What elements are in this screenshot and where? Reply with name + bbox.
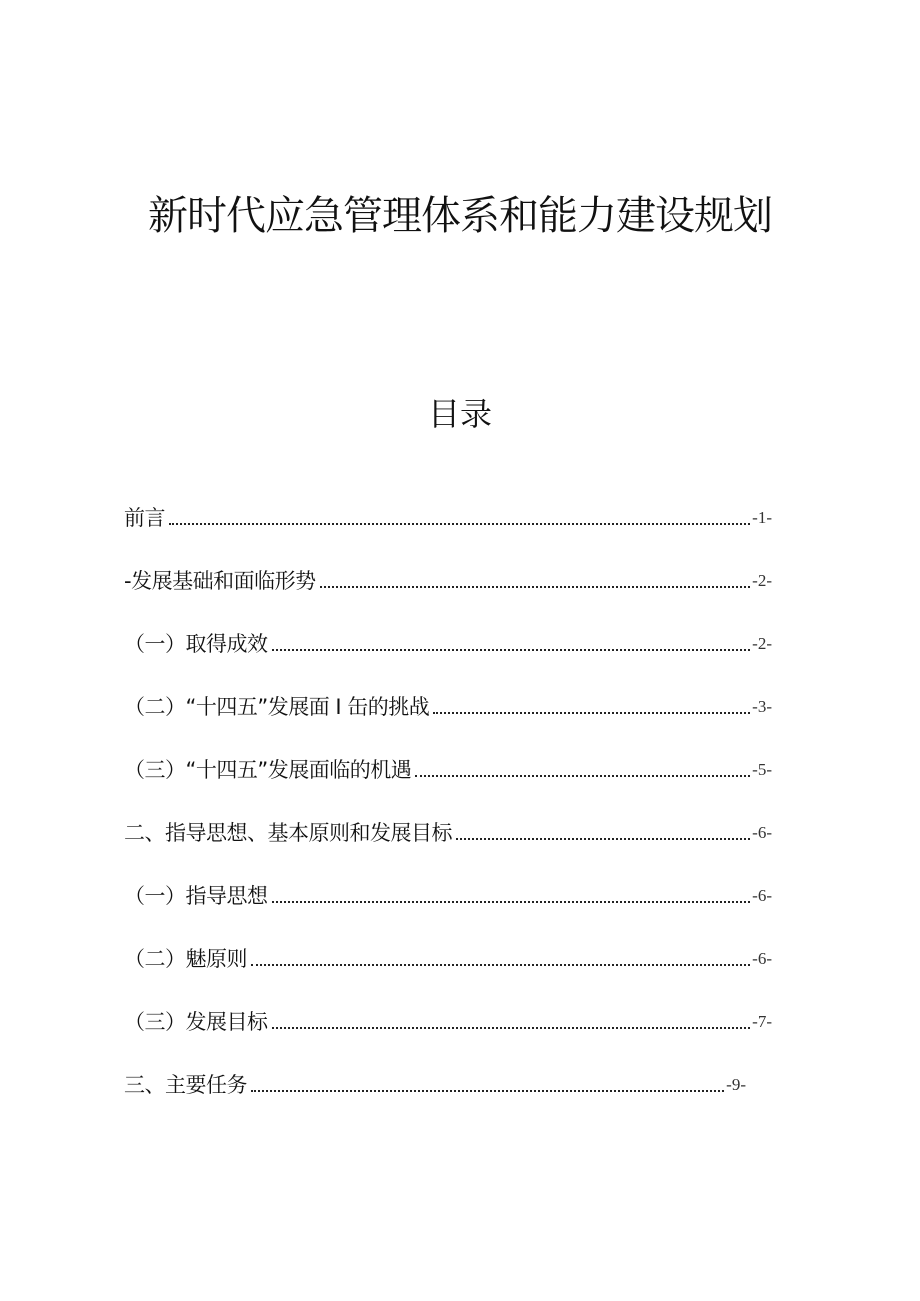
toc-page-number: -9- (726, 1075, 746, 1094)
toc-entry-text: （一）指导思想 (124, 884, 268, 908)
toc-entry-section-3[interactable] (124, 1070, 746, 1100)
toc-page-number: -6- (752, 886, 772, 905)
toc-entry-text: （三）发展目标 (124, 1010, 268, 1034)
toc-entry-section-1[interactable] (124, 566, 772, 596)
toc-dot-leader (415, 775, 750, 777)
toc-dot-leader (456, 838, 750, 840)
toc-dot-leader (272, 1027, 751, 1029)
toc-page-number: -6- (752, 823, 772, 842)
toc-entry-section-1-1[interactable] (124, 629, 772, 659)
toc-entry-preface[interactable] (124, 503, 772, 533)
toc-entry-text: 前言 (124, 506, 165, 530)
toc-heading: 目录 (427, 395, 492, 433)
toc-entry-section-2-3[interactable] (124, 1007, 772, 1037)
toc-dot-leader (251, 1090, 724, 1092)
toc-page-number: -6- (752, 949, 772, 968)
toc-page-number: -3- (752, 697, 772, 716)
toc-entry-text: 三、主要任务 (124, 1073, 247, 1097)
toc-page-number: -2- (752, 634, 772, 653)
toc-entry-text: （一）取得成效 (124, 632, 268, 656)
toc-entry-text: （二）魅原则 (124, 947, 247, 971)
toc-dot-leader (320, 586, 751, 588)
toc-entry-section-1-3[interactable] (124, 755, 772, 785)
toc-page-number: -1- (752, 508, 772, 527)
toc-entry-text: （三）“十四五”发展面临的机遇 (124, 758, 412, 782)
toc-entry-section-2-2[interactable] (124, 944, 772, 974)
toc-page-number: -5- (752, 760, 772, 779)
toc-entry-section-2[interactable] (124, 818, 772, 848)
toc-dot-leader (169, 523, 750, 525)
toc-dot-leader (251, 964, 750, 966)
toc-dot-leader (272, 649, 751, 651)
toc-entry-text: -发展基础和面临形势 (124, 569, 316, 593)
toc-entry-section-2-1[interactable] (124, 881, 772, 911)
toc-entry-section-1-2[interactable] (124, 692, 772, 722)
toc-dot-leader (433, 712, 750, 714)
toc-entry-text: 二、指导思想、基本原则和发展目标 (124, 821, 452, 845)
toc-dot-leader (272, 901, 751, 903)
toc-page-number: -2- (752, 571, 772, 590)
document-title: 新时代应急管理体系和能力建设规划 (148, 193, 772, 239)
toc-entry-text: （二）“十四五”发展面 I 缶的挑战 (124, 695, 430, 719)
toc-page-number: -7- (752, 1012, 772, 1031)
